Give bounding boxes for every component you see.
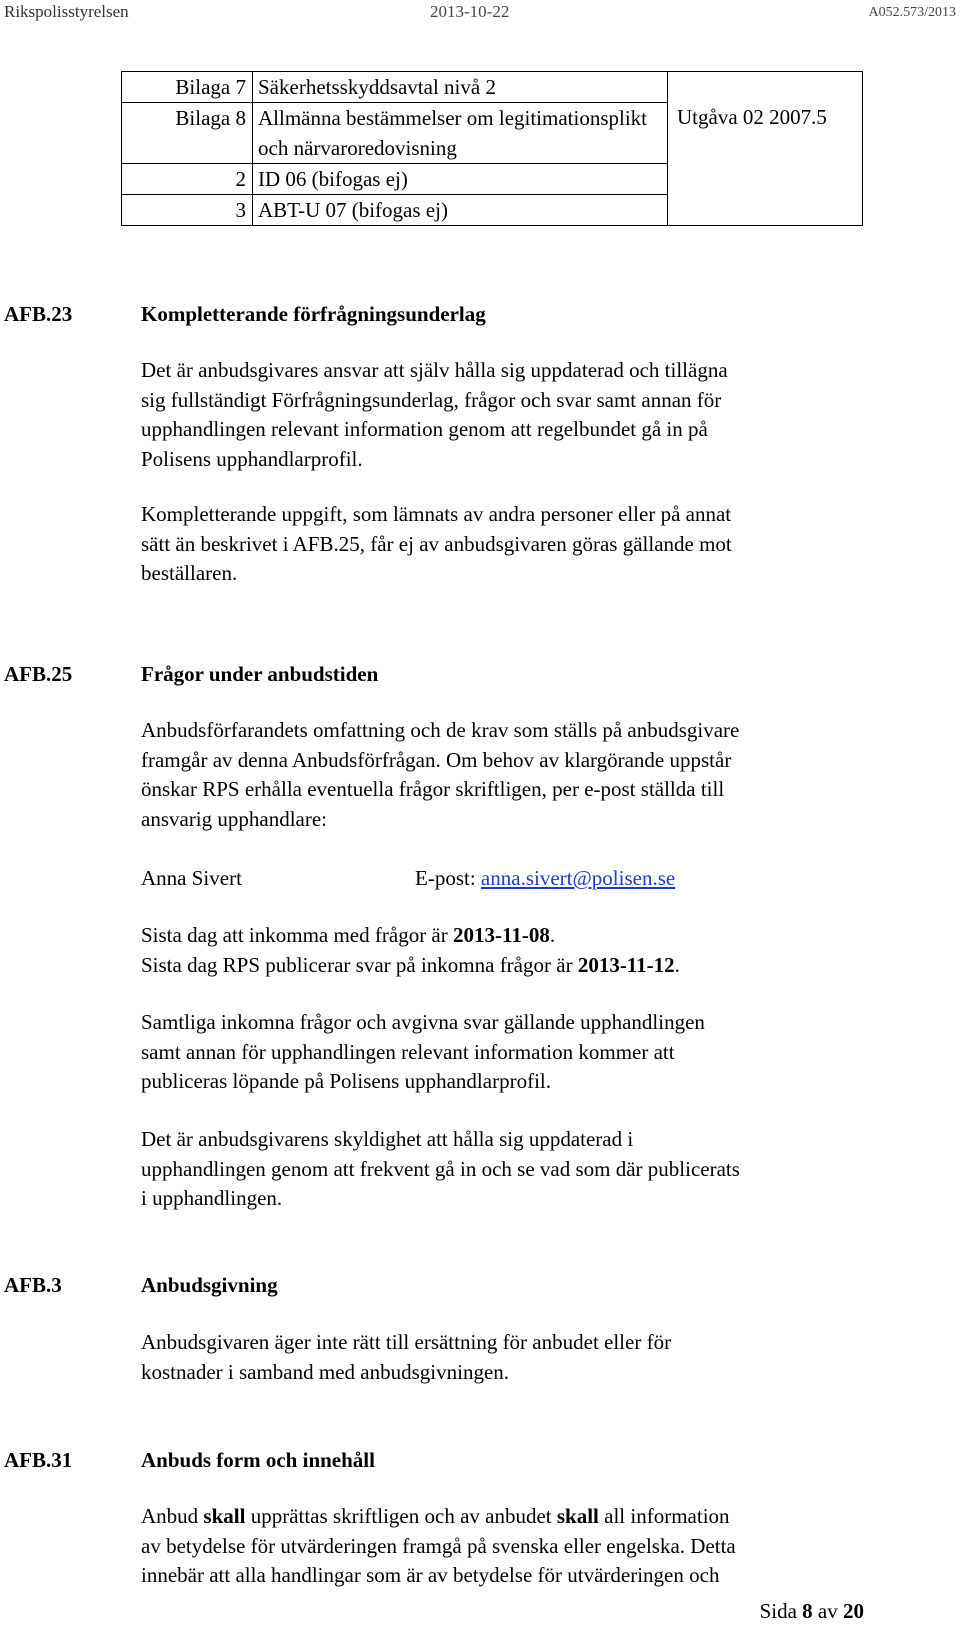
text-line: Det är anbudsgivarens skyldighet att hålla sig uppdaterad i — [141, 1127, 634, 1151]
attachment-version: Utgåva 02 2007.5 — [668, 72, 863, 226]
text-line: Kompletterande uppgift, som lämnats av andra personer eller på annat — [141, 502, 732, 526]
current-page: 8 — [802, 1599, 813, 1623]
paragraph — [141, 1125, 740, 1214]
text-line: önskar RPS erhålla eventuella frågor skriftligen, per e-post ställda till — [141, 777, 725, 801]
section-title: Anbuds form och innehåll — [141, 1448, 375, 1472]
section-number: AFB.25 — [4, 662, 73, 686]
text-line: Sista dag RPS publicerar svar på inkomna frågor är 2013-11-12. — [141, 952, 680, 977]
page-prefix: Sida — [759, 1599, 803, 1623]
text-fragment: all information — [598, 1504, 730, 1528]
paragraph — [141, 716, 739, 834]
paragraph — [141, 356, 728, 474]
text-line: ansvarig upphandlare: — [141, 806, 328, 831]
deadline-text: Sista dag RPS publicerar svar på inkomna frågor är — [141, 952, 578, 977]
paragraph — [141, 500, 732, 589]
text-line: innebär att alla handlingar som är av betydelse för utvärderingen och — [141, 1563, 720, 1587]
total-pages: 20 — [843, 1599, 864, 1623]
text-line: av betydelse för utvärderingen framgå på svenska eller engelska. Detta — [141, 1533, 736, 1558]
text-line: kostnader i samband med anbudsgivningen. — [141, 1359, 510, 1384]
deadline-date: 2013-11-08 — [453, 923, 550, 947]
text-line: upphandlingen genom att frekvent gå in och se vad som där publicerats — [141, 1156, 740, 1181]
page-number — [760, 1599, 864, 1624]
paragraph — [141, 1502, 863, 1591]
table-row — [122, 72, 863, 103]
attachments-table — [121, 71, 863, 226]
text-line: sätt än beskrivet i AFB.25, får ej av anbudsgivaren göras gällande mot — [141, 531, 732, 556]
section-number: AFB.23 — [4, 302, 73, 326]
email-label: E-post: — [415, 866, 481, 890]
text-line — [141, 1502, 863, 1532]
email-link[interactable]: anna.sivert@polisen.se — [480, 866, 676, 890]
section-title: Frågor under anbudstiden — [141, 662, 379, 686]
attachment-description: ID 06 (bifogas ej) — [253, 164, 668, 195]
emphasis-shall: skall — [203, 1504, 246, 1528]
section-title: Anbudsgivning — [141, 1273, 278, 1297]
text-line: framgår av denna Anbudsförfrågan. Om behov av klargörande uppstår — [141, 747, 732, 772]
text-line: Anbudsförfarandets omfattning och de krav som ställs på anbudsgivare — [141, 718, 740, 742]
contact-email-row — [415, 864, 675, 894]
text-line: sig fullständigt Förfrågningsunderlag, frågor och svar samt annan för — [141, 387, 722, 412]
paragraph — [141, 1008, 705, 1097]
text-line: beställaren. — [141, 561, 238, 585]
contact-name: Anna Sivert — [141, 866, 242, 890]
attachment-number: Bilaga 8 — [122, 103, 253, 164]
text-line: i upphandlingen. — [141, 1186, 283, 1210]
text-line: Anbudsgivaren äger inte rätt till ersättning för anbudet eller för — [141, 1330, 672, 1354]
text-line: upphandlingen relevant information genom att regelbundet gå in på — [141, 417, 708, 441]
header-reference: A052.573/2013 — [868, 5, 956, 20]
attachment-number: Bilaga 7 — [122, 72, 253, 103]
text-line: Samtliga inkomna frågor och avgivna svar gällande upphandlingen — [141, 1010, 705, 1034]
text-line: Sista dag att inkomma med frågor är 2013-11-08. — [141, 923, 556, 947]
deadline-date: 2013-11-12 — [577, 952, 675, 977]
section-number: AFB.31 — [4, 1448, 73, 1472]
page-separator: av — [812, 1599, 843, 1623]
text-line: Det är anbudsgivares ansvar att själv hålla sig uppdaterad och tillägna — [141, 358, 728, 382]
text-line: samt annan för upphandlingen relevant information kommer att — [141, 1039, 675, 1064]
header-date: 2013-10-22 — [430, 2, 510, 21]
text-fragment: Anbud — [141, 1504, 204, 1528]
attachment-number: 2 — [122, 164, 253, 195]
deadline-text: Sista dag att inkomma med frågor är — [141, 923, 453, 947]
emphasis-shall: skall — [556, 1504, 599, 1528]
section-number: AFB.3 — [4, 1273, 62, 1297]
section-title: Kompletterande förfrågningsunderlag — [141, 302, 486, 326]
attachment-description: Säkerhetsskyddsavtal nivå 2 — [253, 72, 668, 103]
paragraph — [141, 1328, 671, 1387]
paragraph — [141, 921, 680, 980]
text-line: Polisens upphandlarprofil. — [141, 446, 363, 471]
text-fragment: upprättas skriftligen och av anbudet — [245, 1504, 557, 1528]
text-line: publiceras löpande på Polisens upphandlarprofil. — [141, 1069, 551, 1093]
attachment-number: 3 — [122, 195, 253, 226]
header-org: Rikspolisstyrelsen — [4, 2, 129, 21]
attachment-description: Allmänna bestämmelser om legitimationsplikt och närvaroredovisning — [253, 103, 668, 164]
attachment-description: ABT-U 07 (bifogas ej) — [253, 195, 668, 226]
